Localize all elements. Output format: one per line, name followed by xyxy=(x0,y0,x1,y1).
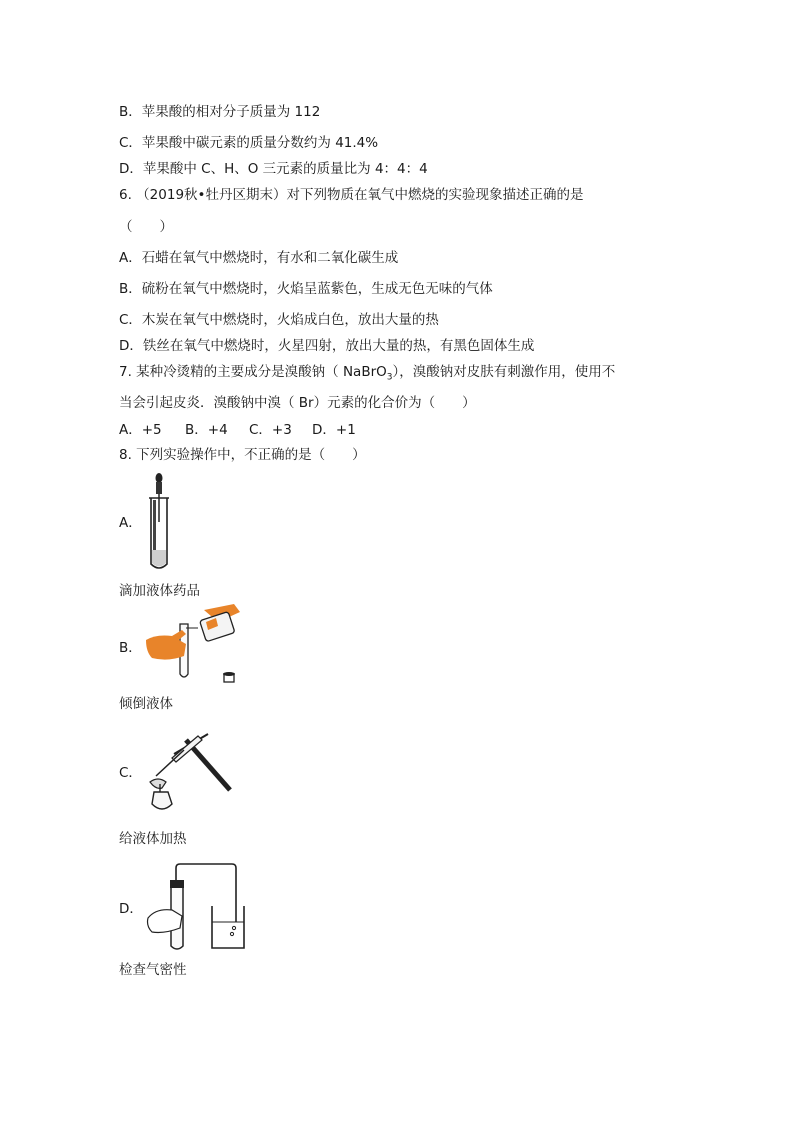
q8-option-d-letter: D． xyxy=(119,901,143,917)
q6-answer-paren: （ ） xyxy=(119,219,173,235)
airtightness-check-figure xyxy=(146,862,246,952)
q6-option-b: B．硫粉在氧气中燃烧时，火焰呈蓝紫色，生成无色无味的气体 xyxy=(119,281,493,297)
q8-option-c-caption: 给液体加热 xyxy=(119,831,187,847)
dropper-test-tube-figure xyxy=(146,472,172,572)
q8-stem: 8. 下列实验操作中，不正确的是（ ） xyxy=(119,447,366,463)
q8-option-a-letter: A． xyxy=(119,515,142,531)
heating-liquid-figure xyxy=(146,732,232,818)
q8-option-b-caption: 倾倒液体 xyxy=(119,696,173,712)
q8-option-d-caption: 检查气密性 xyxy=(119,962,187,978)
q8-option-a-caption: 滴加液体药品 xyxy=(119,583,200,599)
q8-option-c-letter: C． xyxy=(119,765,142,781)
q5-option-c: C．苹果酸中碳元素的质量分数约为 41.4% xyxy=(119,135,379,151)
q7-subscript: 3 xyxy=(386,372,393,383)
q7-stem xyxy=(119,362,615,388)
q8-option-b-letter: B． xyxy=(119,640,142,656)
q5-option-d: D．苹果酸中 C、H、O 三元素的质量比为 4：4：4 xyxy=(119,161,428,177)
q7-options xyxy=(119,420,356,440)
pouring-liquid-figure xyxy=(146,604,242,688)
q7-option-c: C．+3 xyxy=(249,422,292,438)
q6-option-d: D．铁丝在氧气中燃烧时，火星四射，放出大量的热，有黑色固体生成 xyxy=(119,338,535,354)
q6-option-a: A．石蜡在氧气中燃烧时，有水和二氧化碳生成 xyxy=(119,250,399,266)
q7-option-b: B．+4 xyxy=(185,422,228,438)
q7-option-d: D．+1 xyxy=(312,422,356,438)
q5-option-b: B．苹果酸的相对分子质量为 112 xyxy=(119,104,321,120)
q7-stem-line2: 当会引起皮炎．溴酸钠中溴（ Br）元素的化合价为（ ） xyxy=(119,395,476,411)
q6-option-c: C．木炭在氧气中燃烧时，火焰成白色，放出大量的热 xyxy=(119,312,439,328)
q7-stem-pre: 7. 某种冷烫精的主要成分是溴酸钠（ NaBrO xyxy=(119,364,387,380)
q7-stem-post: ），溴酸钠对皮肤有刺激作用，使用不 xyxy=(392,364,616,380)
q7-option-a: A．+5 xyxy=(119,422,162,438)
q6-stem: 6. （2019秋•牡丹区期末）对下列物质在氧气中燃烧的实验现象描述正确的是 xyxy=(119,187,584,203)
